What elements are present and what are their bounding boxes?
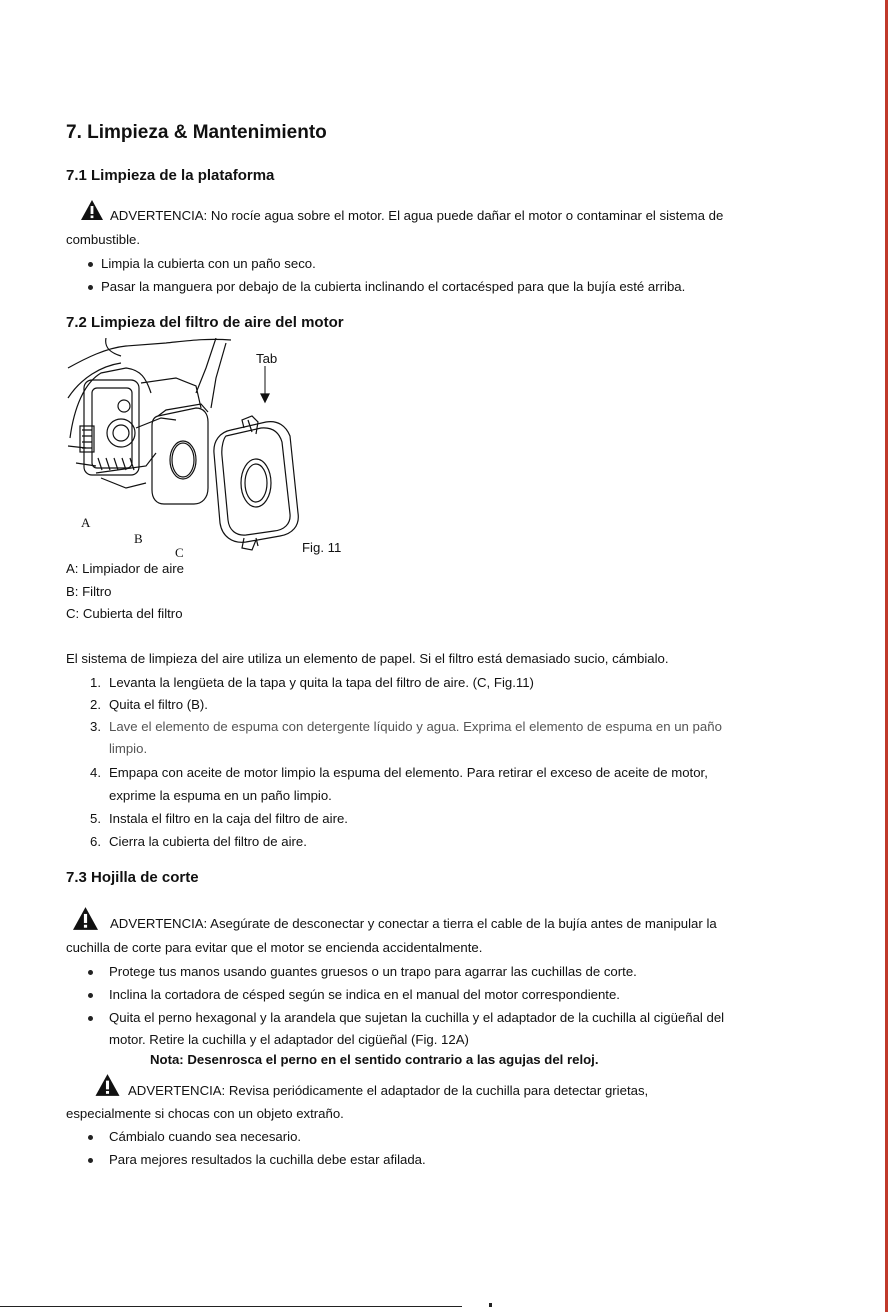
warning-icon: [71, 906, 100, 931]
legend-item: A: Limpiador de aire: [66, 561, 185, 576]
bullet-dot: [88, 262, 93, 267]
figure-label-b: B: [134, 531, 143, 546]
step-number: 1.: [90, 675, 101, 690]
note-text: Nota: Desenrosca el perno en el sentido contrario a las agujas del reloj.: [150, 1052, 599, 1067]
step-text: Quita el filtro (B).: [109, 697, 208, 712]
bullet-dot: [88, 970, 93, 975]
section-7-2-heading: 7.2 Limpieza del filtro de aire del motor: [66, 314, 344, 331]
list-item-cont: motor. Retire la cuchilla y el adaptador del cigüeñal (Fig. 12A): [109, 1032, 469, 1047]
warning-text: ADVERTENCIA: Asegúrate de desconectar y conectar a tierra el cable de la bujía antes de manipular la: [110, 916, 717, 931]
list-item: Limpia la cubierta con un paño seco.: [101, 256, 316, 271]
bullet-dot: [88, 1016, 93, 1021]
list-item: Para mejores resultados la cuchilla debe estar afilada.: [109, 1152, 426, 1167]
step-text: Instala el filtro en la caja del filtro de aire.: [109, 811, 348, 826]
paragraph: El sistema de limpieza del aire utiliza un elemento de papel. Si el filtro está demasiado sucio, cámbialo.: [66, 651, 669, 666]
list-item: Cámbialo cuando sea necesario.: [109, 1129, 302, 1144]
step-number: 5.: [90, 811, 101, 826]
list-item: Pasar la manguera por debajo de la cubierta inclinando el cortacésped para que la bujía esté arriba.: [101, 279, 686, 294]
step-text-cont: exprime la espuma en un paño limpio.: [109, 788, 332, 803]
bullet-dot: [88, 1158, 93, 1163]
legend-item: B: Filtro: [66, 584, 112, 599]
step-number: 6.: [90, 834, 101, 849]
warning-text: ADVERTENCIA: No rocíe agua sobre el motor. El agua puede dañar el motor o contaminar el sistema de: [110, 208, 724, 223]
section-7-3-heading: 7.3 Hojilla de corte: [66, 869, 199, 886]
step-number: 4.: [90, 765, 101, 780]
warning-icon: [80, 199, 104, 221]
warning-icon: [94, 1073, 121, 1097]
bullet-dot: [88, 285, 93, 290]
bullet-dot: [88, 993, 93, 998]
air-filter-diagram: [66, 338, 316, 560]
warning-text-cont: especialmente si chocas con un objeto extraño.: [66, 1106, 344, 1121]
warning-text-cont: cuchilla de corte para evitar que el motor se encienda accidentalmente.: [66, 940, 483, 955]
figure-caption: Fig. 11: [302, 540, 342, 555]
figure-label-c: C: [175, 545, 184, 560]
list-item: Quita el perno hexagonal y la arandela que sujetan la cuchilla y el adaptador de la cuchilla al cigüeñal del: [109, 1010, 725, 1025]
page-title: 7. Limpieza & Mantenimiento: [66, 122, 327, 143]
bullet-dot: [88, 1135, 93, 1140]
step-number: 2.: [90, 697, 101, 712]
step-number: 3.: [90, 719, 101, 734]
list-item: Inclina la cortadora de césped según se indica en el manual del motor correspondiente.: [109, 987, 620, 1002]
step-text: Cierra la cubierta del filtro de aire.: [109, 834, 307, 849]
footer-rule: [0, 1306, 462, 1307]
warning-text-cont: combustible.: [66, 232, 141, 247]
footer-mark: [489, 1303, 492, 1307]
section-7-1-heading: 7.1 Limpieza de la plataforma: [66, 167, 275, 184]
step-text-cont: limpio.: [109, 741, 148, 756]
step-text: Empapa con aceite de motor limpio la espuma del elemento. Para retirar el exceso de aceite de motor,: [109, 765, 708, 780]
figure-label-a: A: [81, 515, 91, 530]
legend-item: C: Cubierta del filtro: [66, 606, 183, 621]
warning-text: ADVERTENCIA: Revisa periódicamente el adaptador de la cuchilla para detectar grietas,: [128, 1083, 649, 1098]
list-item: Protege tus manos usando guantes gruesos o un trapo para agarrar las cuchillas de corte.: [109, 964, 637, 979]
step-text: Lave el elemento de espuma con detergente líquido y agua. Exprima el elemento de espuma en un paño: [109, 719, 722, 734]
step-text: Levanta la lengüeta de la tapa y quita la tapa del filtro de aire. (C, Fig.11): [109, 675, 534, 690]
tab-callout-label: Tab: [256, 351, 278, 366]
